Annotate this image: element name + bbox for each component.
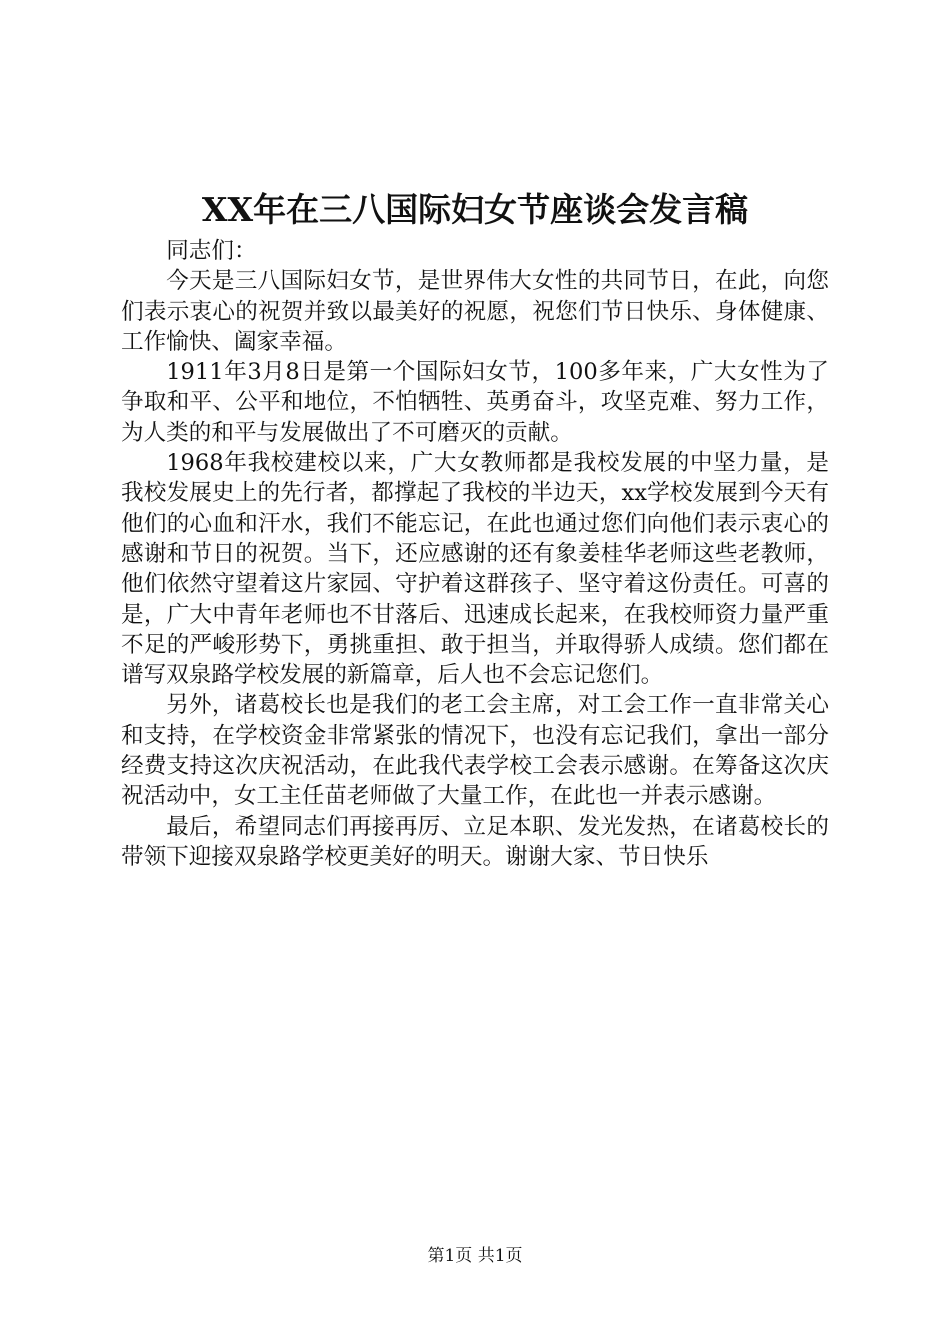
page-footer: 第1页 共1页: [427, 1246, 523, 1266]
closing-paragraph: 最后，希望同志们再接再厉、立足本职、发光发热，在诸葛校长的带领下迎接双泉路学校更美好的明天。谢谢大家、节日快乐: [121, 813, 829, 870]
school-paragraph: 1968年我校建校以来，广大女教师都是我校发展的中坚力量，是我校发展史上的先行者，都撑起了我校的半边天，xx学校发展到今天有他们的心血和汗水，我们不能忘记，在此也通过您们向他们表示衷心的感谢和节日的祝贺。当下，还应感谢的还有象姜桂华老师这些老教师，他们依然守望着这片家园、守护着这群孩子、坚守着这份责任。可喜的是，广大中青年老师也不甘落后、迅速成长起来，在我校师资力量严重不足的严峻形势下，勇挑重担、敢于担当，并取得骄人成绩。您们都在谱写双泉路学校发展的新篇章，后人也不会忘记您们。: [121, 450, 829, 689]
document-title: XX年在三八国际妇女节座谈会发言稿: [201, 190, 749, 229]
document-body: [121, 236, 829, 872]
greeting-paragraph: 今天是三八国际妇女节，是世界伟大女性的共同节日，在此，向您们表示衷心的祝贺并致以最美好的祝愿，祝您们节日快乐、身体健康、工作愉快、阖家幸福。: [121, 268, 829, 355]
salutation-paragraph: 同志们：: [166, 238, 257, 264]
thanks-paragraph: 另外，诸葛校长也是我们的老工会主席，对工会工作一直非常关心和支持，在学校资金非常紧张的情况下，也没有忘记我们，拿出一部分经费支持这次庆祝活动，在此我代表学校工会表示感谢。在筹备这次庆祝活动中，女工主任苗老师做了大量工作，在此也一并表示感谢。: [121, 692, 829, 810]
history-paragraph: 1911年3月8日是第一个国际妇女节，100多年来，广大女性为了争取和平、公平和地位，不怕牺牲、英勇奋斗，攻坚克难、努力工作，为人类的和平与发展做出了不可磨灭的贡献。: [121, 359, 829, 446]
